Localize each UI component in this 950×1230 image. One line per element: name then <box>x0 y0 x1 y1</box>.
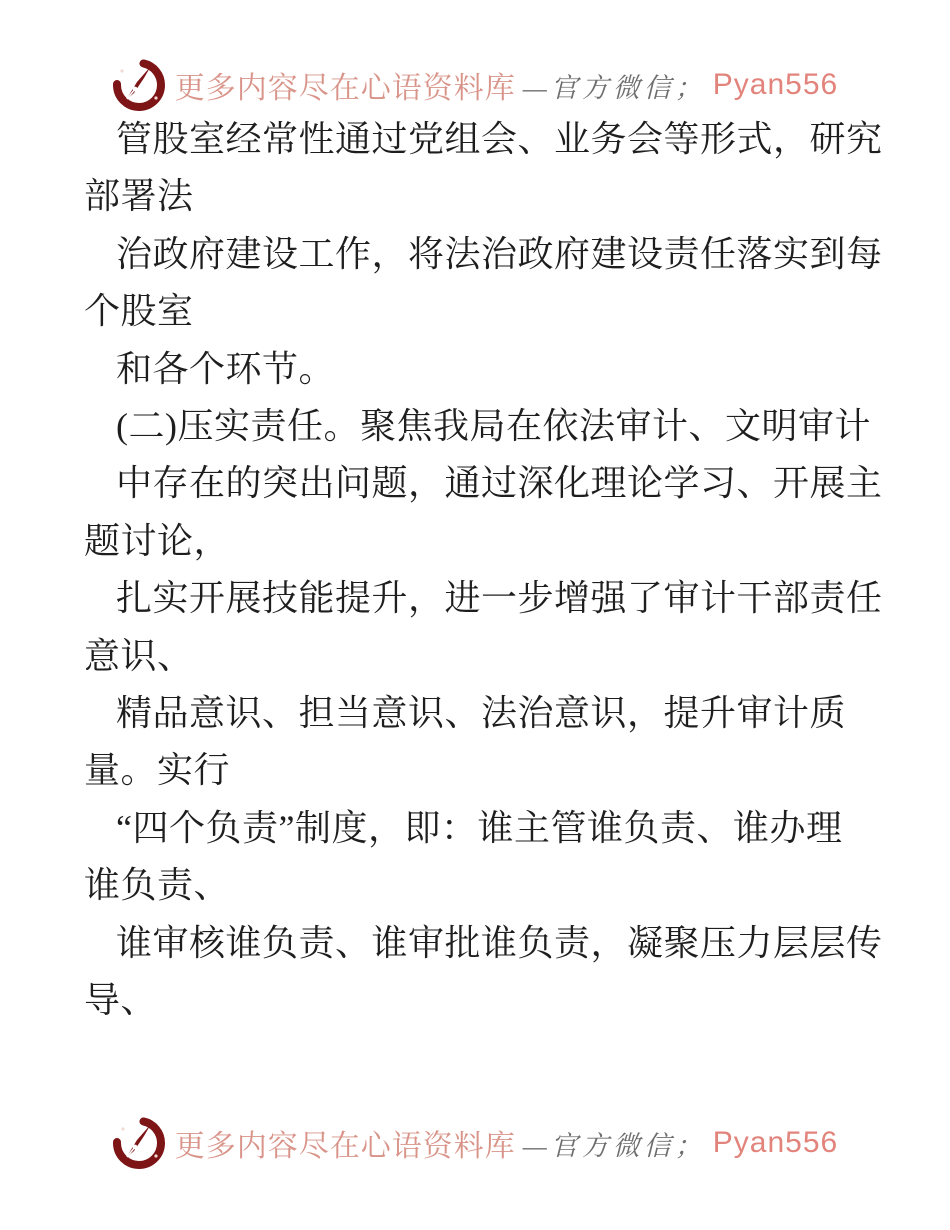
text-line: 谁审核谁负责、谁审批谁负责，凝聚压力层层传 <box>116 922 883 963</box>
text-line: 和各个环节。 <box>116 348 336 389</box>
watermark-brand-text: 更多内容尽在心语资料库 <box>174 1130 516 1163</box>
watermark-wechat-id: Pyan556 <box>712 68 839 101</box>
watermark-header <box>0 58 950 112</box>
watermark-wechat-id: Pyan556 <box>712 1126 839 1159</box>
text-line: 精品意识、担当意识、法治意识，提升审计质 <box>116 693 847 734</box>
watermark-wechat-label: —官方微信； <box>522 1130 706 1161</box>
text-line: 部署法 <box>84 176 194 217</box>
pen-circle-logo-icon <box>112 58 166 112</box>
text-line: (二)压实责任。聚焦我局在依法审计、文明审计 <box>116 406 871 447</box>
watermark-wechat-label: —官方微信； <box>522 72 706 103</box>
text-line: 题讨论， <box>84 520 231 561</box>
text-line: 个股室 <box>84 291 194 332</box>
text-line: 谁负责、 <box>84 865 231 906</box>
text-line: “四个负责”制度，即：谁主管谁负责、谁办理 <box>116 807 843 848</box>
text-line: 量。实行 <box>84 750 231 791</box>
text-line: 意识、 <box>84 635 194 676</box>
watermark-brand-text: 更多内容尽在心语资料库 <box>174 72 516 105</box>
watermark-footer <box>0 1116 950 1170</box>
text-line: 管股室经常性通过党组会、业务会等形式，研究 <box>116 119 883 159</box>
text-line: 导、 <box>84 980 158 1021</box>
text-line: 治政府建设工作，将法治政府建设责任落实到每 <box>116 233 883 274</box>
pen-circle-logo-icon <box>112 1116 166 1170</box>
document-body <box>84 111 900 1030</box>
text-line: 扎实开展技能提升，进一步增强了审计干部责任 <box>116 578 883 619</box>
text-line: 中存在的突出问题，通过深化理论学习、开展主 <box>116 463 883 504</box>
